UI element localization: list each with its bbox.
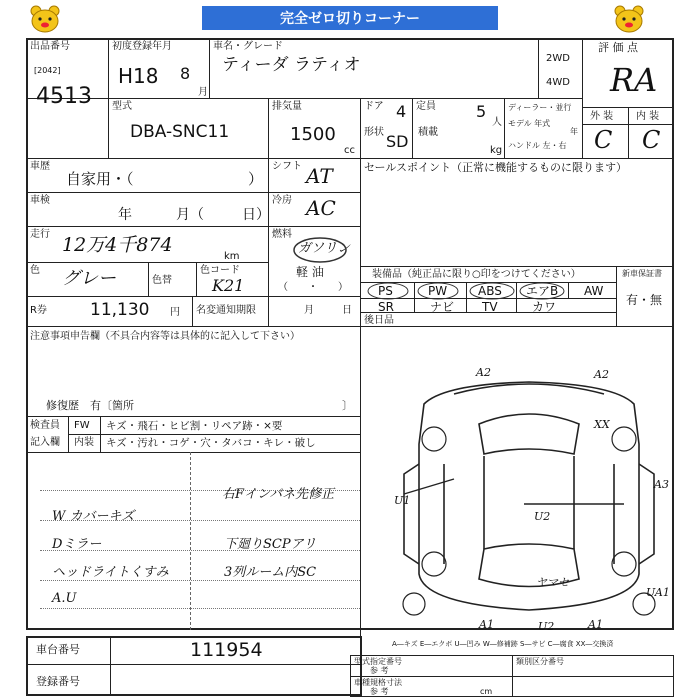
reg-year: H18 xyxy=(118,64,159,88)
model-label: 型式 xyxy=(112,101,132,112)
mark-xx: XX xyxy=(594,418,610,431)
repair-close: 〕 xyxy=(342,399,353,412)
inspector-row1: キズ・飛石・ヒビ割・リペア跡・×要 xyxy=(106,420,283,432)
warranty-value: 有・無 xyxy=(626,293,663,307)
mark-a2-right: A2 xyxy=(594,368,609,381)
engine-label: 排気量 xyxy=(272,101,302,112)
mark-u2-bottom: U2 xyxy=(538,620,555,630)
model-year-label: モデル 年式 xyxy=(508,119,551,128)
inspector-note-1: W カバーキズ xyxy=(52,509,135,524)
mileage-unit: km xyxy=(224,251,240,262)
inspection-month: 月（ xyxy=(176,207,204,223)
right-note-3: 3列ルーム内SC xyxy=(224,565,317,580)
reg-month: 8 xyxy=(180,64,191,83)
equip-sr: SR xyxy=(378,300,394,314)
score-label: 評 価 点 xyxy=(598,41,638,54)
score-value: RA xyxy=(610,61,658,99)
fuel-value: ガソリン xyxy=(298,241,351,256)
deadline-month: 月 xyxy=(304,305,314,316)
capacity-label: 定員 xyxy=(416,101,436,112)
model-year-unit: 年 xyxy=(570,127,578,136)
footer-size-label: 車種規格寸法 xyxy=(354,678,402,687)
capacity-unit: 人 xyxy=(492,117,502,128)
footer-cm: cm xyxy=(480,687,493,696)
mileage-value: 12万4千874 xyxy=(62,234,173,256)
mark-a2-left: A2 xyxy=(476,366,491,379)
inspector-note-2: Dミラー xyxy=(52,537,102,552)
chassis-value: 111954 xyxy=(190,639,263,661)
footer-class-label: 類別区分番号 xyxy=(516,657,564,666)
mark-a1-right: A1 xyxy=(588,618,603,630)
equip-abs: ABS xyxy=(478,284,502,298)
engine-value: 1500 xyxy=(290,124,336,145)
lot-sub: [2042] xyxy=(34,66,61,75)
footer-ref2: 参 考 xyxy=(370,687,389,696)
warranty-label: 新車保証書 xyxy=(622,269,662,278)
color-value: グレー xyxy=(62,268,116,289)
recycle-label: R券 xyxy=(30,305,47,316)
right-note-1: 右Fインパネ先修正 xyxy=(222,487,335,502)
load-label: 積載 xyxy=(418,127,438,138)
recycle-unit: 円 xyxy=(170,307,180,318)
reg-label: 初度登録年月 xyxy=(112,41,172,52)
door-shape-label: 形状 xyxy=(364,127,384,138)
inspector-note-3: ヘッドライトくすみ xyxy=(52,565,169,580)
door-shape: SD xyxy=(386,132,409,151)
equip-airbag: エアB xyxy=(526,284,559,298)
car-damage-diagram xyxy=(384,364,674,630)
inspector-fw: FW xyxy=(74,420,90,431)
equipment-circle-marks xyxy=(364,280,574,302)
inspector-row2: キズ・汚れ・コゲ・穴・タバコ・キレ・破し xyxy=(106,437,316,449)
footer-model-label: 型式指定番号 xyxy=(354,657,402,666)
lot-label: 出品番号 xyxy=(30,41,70,52)
color-label: 色 xyxy=(30,265,40,276)
mark-a1-left: A1 xyxy=(479,618,494,630)
history-close: ） xyxy=(248,170,264,188)
bear-mascot-icon xyxy=(612,4,646,34)
drive-4wd: 4WD xyxy=(546,77,570,88)
car-name: ティーダ ラティオ xyxy=(222,55,361,75)
footer-ref: 参 考 xyxy=(370,666,389,675)
recycle-value: 11,130 xyxy=(90,300,150,320)
equip-aw: AW xyxy=(584,284,604,298)
mark-ua1: UA1 xyxy=(646,586,670,599)
door-value: 4 xyxy=(396,102,407,121)
dealer-label: ディーラー・並行 xyxy=(508,103,572,112)
equip-navi: ナビ xyxy=(430,300,455,314)
mark-a3: A3 xyxy=(654,478,669,491)
color-code-label: 色コード xyxy=(200,265,240,276)
car-label: 車名・グレード xyxy=(213,41,283,52)
mileage-label: 走行 xyxy=(30,229,50,240)
equip-leather: カワ xyxy=(532,300,557,314)
chassis-label: 車台番号 xyxy=(36,643,80,656)
color-code: K21 xyxy=(212,276,245,295)
deadline-day: 日 xyxy=(342,305,352,316)
equip-tv: TV xyxy=(482,300,498,314)
equip-ps: PS xyxy=(378,284,393,298)
record-label: 記入欄 xyxy=(30,437,60,448)
lot-number: 4513 xyxy=(36,84,92,109)
ac-label: 冷房 xyxy=(272,195,292,206)
model-value: DBA-SNC11 xyxy=(130,122,230,142)
equip-pw: PW xyxy=(428,284,448,298)
inspection-label: 車検 xyxy=(30,195,50,206)
score-ext: C xyxy=(594,126,613,154)
capacity-value: 5 xyxy=(476,102,487,121)
shift-value: AT xyxy=(306,164,333,188)
right-note-2: 下廻りSCPアリ xyxy=(224,537,317,552)
inspector-note-4: A.U xyxy=(52,591,77,606)
drive-2wd: 2WD xyxy=(546,53,570,64)
history-value: 自家用・（ xyxy=(66,170,134,188)
banner-title: 完全ゼロ切りコーナー xyxy=(202,6,498,30)
handle-label: ハンドル 左・右 xyxy=(508,141,567,150)
fuel-alt: 軽 油 xyxy=(296,265,324,279)
inspection-year: 年 xyxy=(118,207,132,223)
repair-label: 修復歴 有〔箇所 xyxy=(46,399,134,412)
score-int-label: 内 装 xyxy=(636,111,660,122)
history-label: 車歴 xyxy=(30,161,50,172)
sales-label: セールスポイント（正常に機能するものに限ります） xyxy=(364,161,628,174)
load-unit: kg xyxy=(490,145,503,156)
fuel-label: 燃料 xyxy=(272,229,292,240)
engine-unit: cc xyxy=(344,145,355,156)
reg-month-unit: 月 xyxy=(198,87,208,98)
mark-u1: U1 xyxy=(394,494,411,507)
ac-value: AC xyxy=(306,196,336,220)
notes-label: 注意事項申告欄（不具合内容等は具体的に記入して下さい） xyxy=(30,331,300,342)
inspector-label: 検査員 xyxy=(30,420,60,431)
score-int: C xyxy=(642,126,661,154)
aftermarket-label: 後日品 xyxy=(364,315,394,326)
inspector-interior: 内装 xyxy=(74,437,94,448)
bear-mascot-icon xyxy=(28,4,62,34)
damage-legend: A―キズ E―エクボ U―凹み W―修補跡 S―サビ C―腐食 XX―交換済 xyxy=(392,640,614,648)
fuel-circle-mark xyxy=(290,234,350,266)
mark-u2-center: U2 xyxy=(534,510,551,523)
door-label: ドア xyxy=(364,101,384,112)
score-ext-label: 外 装 xyxy=(590,111,614,122)
inspection-day: 日） xyxy=(242,207,270,223)
equipment-label: 装備品（純正品に限り○印をつけてください） xyxy=(372,269,581,280)
fuel-paren: （ ・ ） xyxy=(278,282,348,293)
plate-label: 登録番号 xyxy=(36,675,80,688)
mark-yamase: ヤマセ xyxy=(536,576,569,589)
deadline-label: 名変通知期限 xyxy=(196,305,256,316)
shift-label: シフト xyxy=(272,161,302,172)
color-change-label: 色替 xyxy=(152,275,172,286)
